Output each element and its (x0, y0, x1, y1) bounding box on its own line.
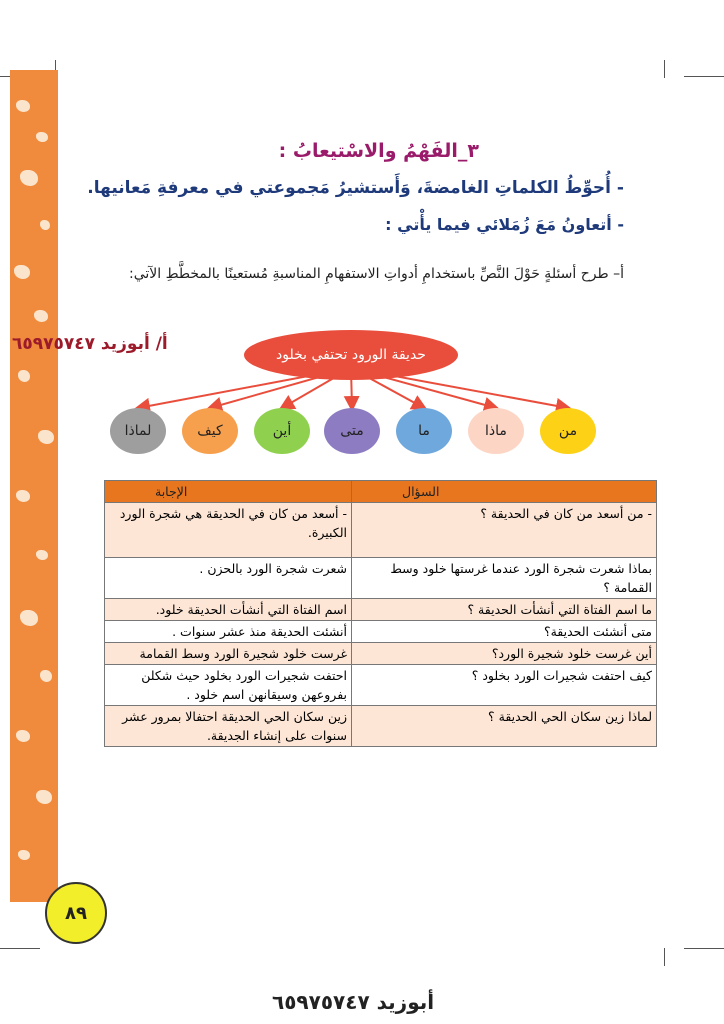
cell-question: ما اسم الفتاة التي أنشأت الحديقة ؟ (352, 599, 657, 621)
cell-answer: - أسعد من كان في الحديقة هي شجرة الورد الكبيرة. (105, 503, 352, 558)
question-word-5: أين (254, 408, 310, 454)
question-word-3: ما (396, 408, 452, 454)
footer-watermark: أبوزيد ٦٥٩٧٥٧٤٧ (272, 990, 435, 1014)
table-row (105, 503, 657, 558)
table-row (105, 706, 657, 747)
cell-question: بماذا شعرت شجرة الورد عندما غرستها خلود وسط القمامة ؟ (352, 558, 657, 599)
table-row (105, 643, 657, 665)
cell-answer: غرست خلود شجيرة الورد وسط القمامة (105, 643, 352, 665)
table-header-row (105, 481, 657, 503)
cell-question: لماذا زين سكان الحي الحديقة ؟ (352, 706, 657, 747)
cell-question: أين غرست خلود شجيرة الورد؟ (352, 643, 657, 665)
cell-answer: زين سكان الحي الحديقة احتفالا بمرور عشر سنوات على إنشاء الجديقة. (105, 706, 352, 747)
cell-answer: شعرت شجرة الورد بالحزن . (105, 558, 352, 599)
instruction-circle-words: - أُحوِّطُ الكلماتِ الغامضةَ، وَأَستشيرُ مَجموعتي في معرفةِ مَعانيها. (87, 178, 624, 198)
table-row (105, 665, 657, 706)
section-heading: ٣_الفَهْمُ والاسْتيعابُ : (278, 140, 479, 162)
header-answer: الإجابة (105, 481, 352, 503)
header-question: السؤال (352, 481, 657, 503)
question-word-1: من (540, 408, 596, 454)
table-row (105, 621, 657, 643)
cell-question: كيف احتفت شجيرات الورد بخلود ؟ (352, 665, 657, 706)
table-row (105, 599, 657, 621)
cell-question: - من أسعد من كان في الحديقة ؟ (352, 503, 657, 558)
question-word-6: كيف (182, 408, 238, 454)
question-word-7: لماذا (110, 408, 166, 454)
cell-answer: اسم الفتاة التي أنشأت الحديقة خلود. (105, 599, 352, 621)
cell-answer: أنشئت الحديقة منذ عشر سنوات . (105, 621, 352, 643)
task-text: أ– طرح أسئلةٍ حَوْلَ النَّصِّ باستخدامِ أدواتِ الاستفهامِ المناسبةِ مُستعينًا بالمخطَّطِ الآتي: (128, 266, 624, 282)
question-word-2: ماذا (468, 408, 524, 454)
watermark-text: أ/ أبوزيد ٦٥٩٧٥٧٤٧ (12, 334, 168, 354)
page-number-badge: ٨٩ (45, 882, 107, 944)
cell-answer: احتفت شجيرات الورد بخلود حيث شكلن بفروعهن وسيقانهن اسم خلود . (105, 665, 352, 706)
qa-table (104, 480, 657, 747)
diagram-center-title: حديقة الورود تحتفي بخلود (244, 330, 458, 380)
cell-question: متى أنشئت الحديقة؟ (352, 621, 657, 643)
table-row (105, 558, 657, 599)
question-word-4: متى (324, 408, 380, 454)
instruction-cooperate: - أتعاونُ مَعَ زُمَلائي فيما يأْتي : (385, 215, 624, 234)
